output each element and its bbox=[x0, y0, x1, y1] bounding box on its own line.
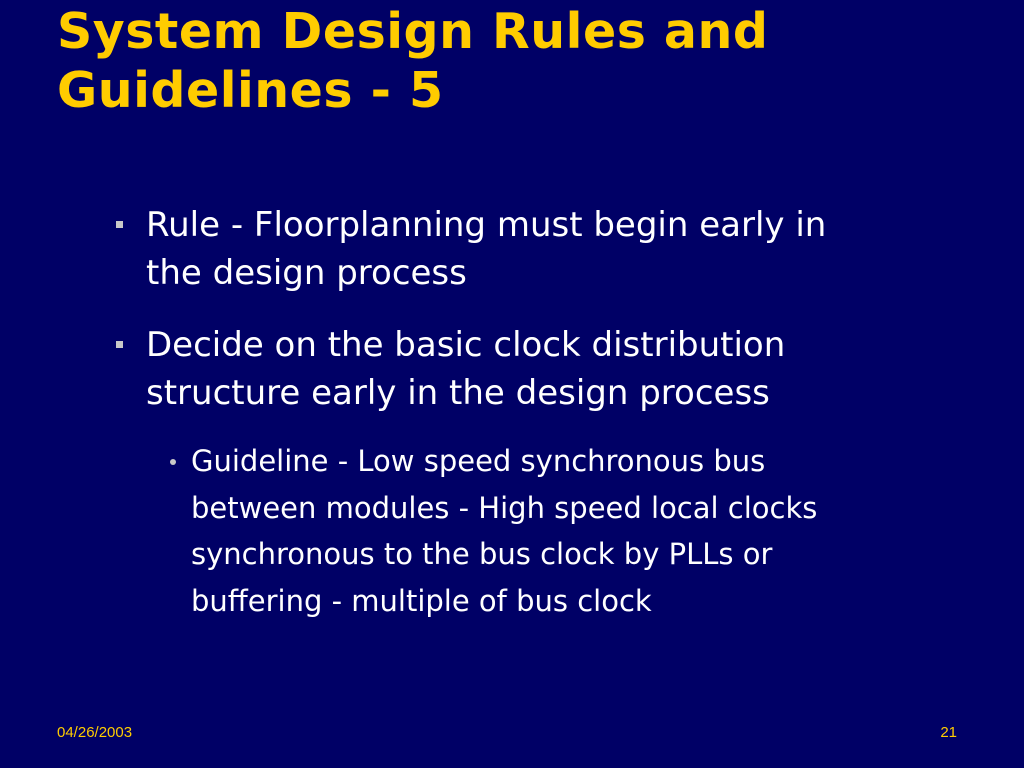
square-bullet-icon bbox=[116, 221, 123, 228]
footer-page-number: 21 bbox=[940, 724, 957, 741]
slide-title-line-1: System Design Rules and bbox=[57, 3, 769, 60]
bullet-item-1 bbox=[146, 201, 976, 297]
sub-bullet-item-1-line-4: buffering - multiple of bus clock bbox=[191, 583, 652, 618]
dot-bullet-icon bbox=[170, 459, 176, 465]
bullet-item-1-line-1: Rule - Floorplanning must begin early in bbox=[146, 205, 827, 245]
footer-date: 04/26/2003 bbox=[57, 724, 133, 741]
slide-title-line-2: Guidelines - 5 bbox=[57, 62, 444, 119]
bullet-item-1-line-2: the design process bbox=[146, 253, 467, 293]
slide-title bbox=[57, 2, 997, 120]
sub-bullet-item-1-line-2: between modules - High speed local clocks bbox=[191, 490, 818, 525]
bullet-item-2 bbox=[146, 321, 976, 417]
bullet-item-2-line-2: structure early in the design process bbox=[146, 373, 770, 413]
bullet-item-2-line-1: Decide on the basic clock distribution bbox=[146, 325, 786, 365]
square-bullet-icon bbox=[116, 341, 123, 348]
sub-bullet-item-1-line-1: Guideline - Low speed synchronous bus bbox=[191, 444, 766, 478]
sub-bullet-item-1 bbox=[191, 438, 991, 624]
sub-bullet-item-1-line-3: synchronous to the bus clock by PLLs or bbox=[191, 537, 773, 571]
